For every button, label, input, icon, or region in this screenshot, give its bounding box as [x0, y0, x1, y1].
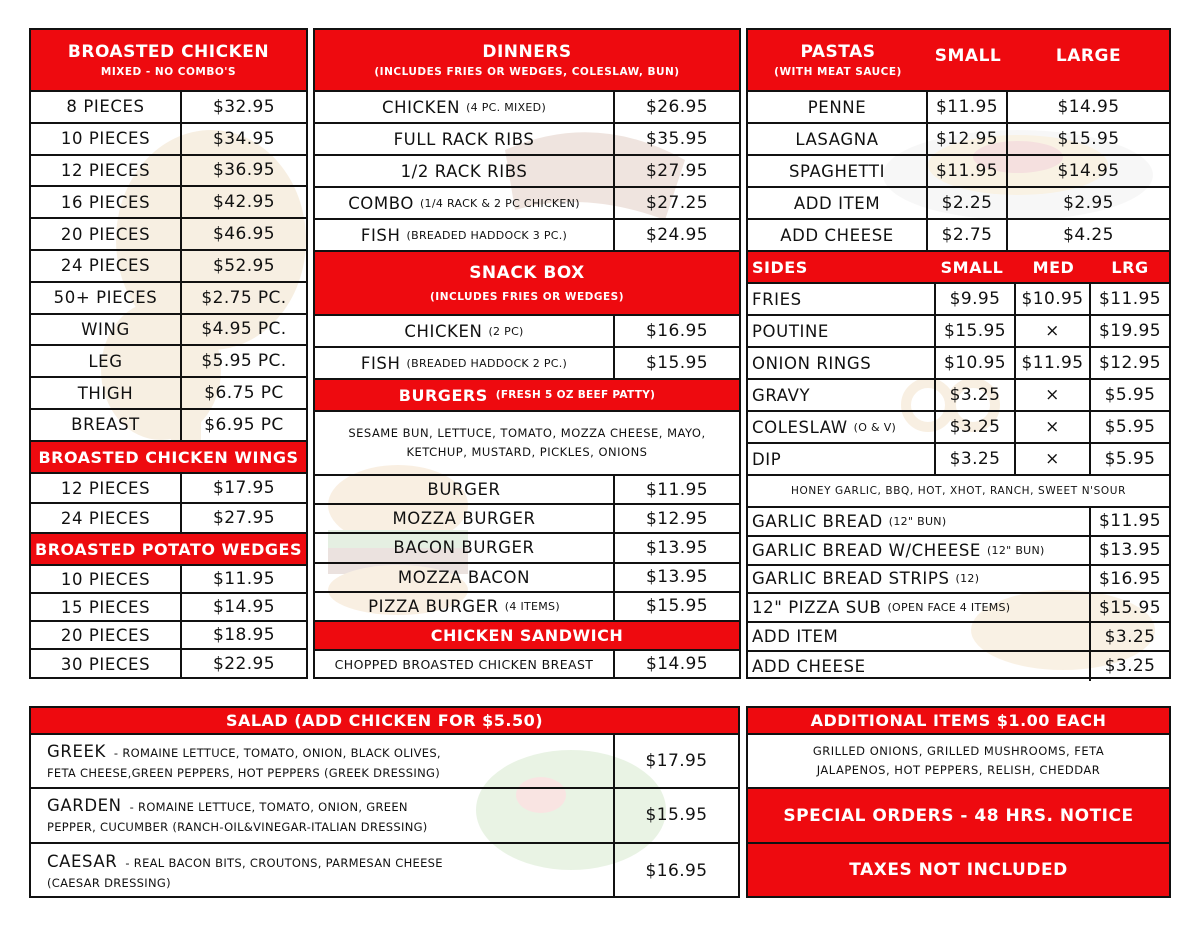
- pasta-row: [748, 188, 1169, 220]
- item-name: BREAST: [71, 415, 140, 435]
- dip-flavors-row: [748, 476, 1169, 508]
- burgers-toppings-line2: KETCHUP, MUSTARD, PICKLES, ONIONS: [406, 445, 648, 459]
- side-name: ONION RINGS: [752, 353, 872, 373]
- salad-panel: [29, 706, 740, 898]
- salad-name: GREEK: [47, 742, 106, 762]
- wedges-title: BROASTED POTATO WEDGES: [35, 539, 302, 559]
- pasta-large-price: $14.95: [1057, 97, 1120, 117]
- item-price: $4.95 PC.: [201, 319, 287, 340]
- side-med-price: ×: [1045, 417, 1060, 437]
- extra-name: GARLIC BREAD: [752, 511, 883, 531]
- chicken-sandwich-price: $14.95: [646, 654, 708, 674]
- menu-row: [31, 650, 306, 678]
- extra-price: $16.95: [1099, 568, 1161, 589]
- snack-box-title: SNACK BOX: [469, 263, 585, 283]
- salad-desc1: - REAL BACON BITS, CROUTONS, PARMESAN CHEESE: [125, 855, 443, 870]
- extra-name: GARLIC BREAD STRIPS: [752, 569, 950, 589]
- broasted-chicken-panel: [29, 28, 308, 679]
- burgers-header: [315, 380, 739, 412]
- pasta-name: SPAGHETTI: [788, 161, 886, 181]
- item-price: $14.95: [213, 597, 275, 617]
- item-price: $13.95: [646, 567, 708, 588]
- extra-name: GARLIC BREAD W/CHEESE: [752, 540, 981, 560]
- salad-row: [31, 789, 738, 843]
- burgers-toppings-line1: SESAME BUN, LETTUCE, TOMATO, MOZZA CHEESE, MAYO,: [348, 426, 706, 440]
- extra-price: $3.25: [1104, 626, 1156, 647]
- chicken-sandwich-name: CHOPPED BROASTED CHICKEN BREAST: [334, 656, 594, 672]
- item-price: $12.95: [646, 508, 708, 529]
- pasta-name: ADD CHEESE: [780, 225, 894, 245]
- menu-row: [315, 564, 739, 593]
- salad-line1: [47, 796, 408, 815]
- item-name: THIGH: [77, 383, 134, 403]
- extra-name: ADD CHEESE: [752, 656, 866, 676]
- extra-row: [748, 594, 1169, 623]
- item-price: $27.95: [213, 508, 275, 528]
- item-name: 15 PIECES: [60, 597, 151, 617]
- chicken-sandwich-row: [315, 651, 739, 677]
- wings-title: BROASTED CHICKEN WINGS: [38, 447, 299, 467]
- pasta-small-price: $11.95: [936, 97, 998, 117]
- item-detail: (1/4 RACK & 2 PC CHICKEN): [419, 196, 580, 210]
- item-price: $46.95: [213, 224, 275, 245]
- sides-title: SIDES: [752, 257, 808, 277]
- item-name: WING: [81, 319, 130, 339]
- extra-detail: (12): [955, 572, 980, 586]
- salad-desc2: (CAESAR DRESSING): [47, 875, 171, 890]
- menu-row: [31, 315, 306, 347]
- item-name: 24 PIECES: [60, 256, 151, 276]
- item-price: $27.95: [646, 161, 708, 181]
- menu-row: [315, 92, 739, 124]
- broasted-chicken-title: BROASTED CHICKEN: [67, 42, 270, 62]
- item-name: MOZZA BURGER: [392, 509, 536, 529]
- item-detail: (2 PC): [488, 324, 524, 338]
- additional-line1: GRILLED ONIONS, GRILLED MUSHROOMS, FETA: [812, 744, 1105, 758]
- item-price: $18.95: [213, 625, 275, 645]
- pasta-large-price: $4.25: [1063, 225, 1114, 245]
- item-price: $11.95: [213, 569, 275, 589]
- side-small-price: $3.25: [949, 417, 1001, 437]
- item-name: 30 PIECES: [60, 654, 151, 674]
- menu-row: [31, 156, 306, 188]
- side-med-price: $10.95: [1021, 289, 1084, 309]
- item-name: 24 PIECES: [60, 508, 151, 528]
- side-lrg-price: $5.95: [1104, 385, 1156, 405]
- item-price: $16.95: [646, 321, 708, 341]
- menu-row: [31, 622, 306, 650]
- extra-row: [748, 566, 1169, 595]
- item-price: $52.95: [213, 255, 275, 276]
- pasta-large-price: $2.95: [1063, 193, 1114, 213]
- item-price: $6.95 PC: [204, 414, 284, 435]
- item-price: $15.95: [646, 596, 708, 617]
- salad-desc1: - ROMAINE LETTUCE, TOMATO, ONION, BLACK OLIVES,: [113, 746, 441, 761]
- item-name: 8 PIECES: [66, 97, 145, 117]
- side-row: [748, 412, 1169, 444]
- item-name: 10 PIECES: [60, 569, 151, 589]
- item-price: $26.95: [646, 97, 708, 117]
- salad-desc1: - ROMAINE LETTUCE, TOMATO, ONION, GREEN: [129, 800, 408, 815]
- item-name: COMBO: [348, 193, 414, 213]
- dip-flavors: HONEY GARLIC, BBQ, HOT, XHOT, RANCH, SWEET N'SOUR: [791, 485, 1126, 497]
- salad-desc2: FETA CHEESE,GREEN PEPPERS, HOT PEPPERS (GREEK DRESSING): [47, 766, 440, 781]
- menu-row: [315, 188, 739, 220]
- side-small-price: $3.25: [949, 385, 1001, 405]
- menu-row: [31, 566, 306, 594]
- side-small-price: $3.25: [949, 449, 1001, 469]
- dinners-title: DINNERS: [482, 42, 572, 62]
- item-price: $36.95: [213, 160, 275, 181]
- side-lrg-price: $5.95: [1104, 417, 1156, 437]
- side-med-price: ×: [1045, 449, 1060, 469]
- salad-price: $16.95: [645, 860, 708, 881]
- menu-row: [31, 594, 306, 622]
- side-lrg-price: $11.95: [1099, 289, 1161, 309]
- salad-header: [31, 708, 738, 735]
- extra-price: $3.25: [1104, 656, 1156, 677]
- sides-col-lrg: LRG: [1111, 257, 1149, 277]
- extra-price: $11.95: [1099, 511, 1161, 532]
- side-name: DIP: [752, 449, 782, 469]
- extra-row: [748, 652, 1169, 681]
- chicken-sandwich-title: CHICKEN SANDWICH: [430, 626, 624, 645]
- pasta-small-price: $11.95: [936, 161, 998, 181]
- additional-panel: [746, 706, 1171, 898]
- item-name: CHICKEN: [381, 97, 461, 117]
- extra-name: ADD ITEM: [752, 627, 839, 647]
- item-price: $24.95: [646, 225, 708, 245]
- pasta-row: [748, 92, 1169, 124]
- menu-row: [31, 92, 306, 124]
- dinners-panel: [313, 28, 741, 679]
- extra-detail: (OPEN FACE 4 ITEMS): [887, 601, 1011, 615]
- item-price: $2.75 PC.: [201, 287, 287, 308]
- menu-row: [315, 316, 739, 348]
- item-price: $42.95: [213, 192, 275, 213]
- salad-line1: [47, 742, 441, 761]
- salad-row: [31, 735, 738, 789]
- side-small-price: $9.95: [949, 289, 1001, 309]
- pasta-name: LASAGNA: [795, 129, 879, 149]
- item-price: $6.75 PC: [204, 383, 284, 404]
- side-med-price: ×: [1045, 385, 1060, 405]
- item-price: $15.95: [646, 353, 708, 373]
- additional-line2: JALAPENOS, HOT PEPPERS, RELISH, CHEDDAR: [816, 763, 1101, 777]
- pastas-col-large: LARGE: [1055, 46, 1122, 66]
- pasta-row: [748, 220, 1169, 252]
- salad-title: SALAD (ADD CHICKEN FOR $5.50): [225, 711, 544, 730]
- extra-name: 12" PIZZA SUB: [752, 598, 882, 618]
- dinners-subtitle: (INCLUDES FRIES OR WEDGES, COLESLAW, BUN): [374, 66, 680, 78]
- item-price: $11.95: [646, 479, 708, 500]
- menu-row: [31, 187, 306, 219]
- wedges-header: [31, 534, 306, 566]
- item-name: 12 PIECES: [60, 160, 151, 180]
- menu-row: [315, 534, 739, 563]
- item-name: PIZZA BURGER: [368, 596, 499, 616]
- extra-row: [748, 537, 1169, 566]
- salad-row: [31, 844, 738, 898]
- salad-desc2: PEPPER, CUCUMBER (RANCH-OIL&VINEGAR-ITALIAN DRESSING): [47, 820, 428, 835]
- burgers-toppings: [315, 412, 739, 476]
- pastas-col-small: SMALL: [934, 46, 1002, 66]
- dinners-header: [315, 30, 739, 92]
- menu-row: [31, 251, 306, 283]
- special-orders-text: SPECIAL ORDERS - 48 HRS. NOTICE: [783, 805, 1134, 826]
- menu-row: [315, 505, 739, 534]
- item-detail: (4 ITEMS): [504, 599, 560, 613]
- item-detail: (BREADED HADDOCK 3 PC.): [406, 228, 568, 242]
- side-small-price: $10.95: [944, 353, 1006, 373]
- additional-header: [748, 708, 1169, 735]
- extra-row: [748, 623, 1169, 652]
- item-name: 20 PIECES: [60, 224, 151, 244]
- menu-row: [315, 348, 739, 380]
- item-name: CHICKEN: [404, 321, 483, 341]
- item-price: $35.95: [646, 129, 708, 149]
- item-detail: (BREADED HADDOCK 2 PC.): [406, 356, 568, 370]
- item-price: $5.95 PC.: [201, 351, 287, 372]
- sides-col-small: SMALL: [940, 257, 1004, 277]
- item-name: 1/2 RACK RIBS: [400, 161, 528, 181]
- menu-row: [31, 124, 306, 156]
- broasted-chicken-header: [31, 30, 306, 92]
- salad-price: $15.95: [645, 805, 708, 826]
- side-small-price: $15.95: [944, 321, 1006, 341]
- pastas-title: PASTAS: [800, 42, 876, 62]
- side-detail: (O & V): [853, 420, 897, 434]
- item-price: $34.95: [213, 128, 275, 149]
- item-name: 50+ PIECES: [53, 288, 158, 308]
- pasta-large-price: $15.95: [1057, 129, 1120, 149]
- pasta-name: ADD ITEM: [793, 193, 881, 213]
- menu-row: [31, 410, 306, 442]
- item-price: $17.95: [213, 478, 275, 498]
- menu-row: [31, 474, 306, 504]
- pasta-small-price: $12.95: [936, 129, 998, 149]
- pastas-header: [748, 30, 1169, 92]
- menu-row: [31, 283, 306, 315]
- item-price: $27.25: [646, 193, 708, 213]
- pasta-name: PENNE: [807, 97, 867, 117]
- sides-col-med: MED: [1032, 257, 1075, 277]
- item-name: 10 PIECES: [60, 129, 151, 149]
- extra-price: $15.95: [1099, 597, 1161, 618]
- additional-title: ADDITIONAL ITEMS $1.00 EACH: [810, 711, 1107, 730]
- side-row: [748, 444, 1169, 476]
- side-name: FRIES: [752, 289, 802, 309]
- item-price: $22.95: [213, 654, 275, 674]
- menu-row: [315, 220, 739, 252]
- item-name: 12 PIECES: [60, 478, 151, 498]
- menu-row: [315, 124, 739, 156]
- pasta-row: [748, 124, 1169, 156]
- side-name: POUTINE: [752, 321, 829, 341]
- item-price: $13.95: [646, 537, 708, 558]
- additional-items: [748, 735, 1169, 789]
- pastas-sides-panel: [746, 28, 1171, 679]
- menu-row: [31, 346, 306, 378]
- side-med-price: ×: [1045, 321, 1060, 341]
- item-name: MOZZA BACON: [397, 567, 531, 587]
- side-lrg-price: $19.95: [1099, 321, 1161, 341]
- pasta-small-price: $2.75: [941, 225, 993, 245]
- snack-box-subtitle: (INCLUDES FRIES OR WEDGES): [430, 291, 624, 303]
- side-lrg-price: $12.95: [1099, 353, 1161, 373]
- item-name: LEG: [88, 351, 123, 371]
- menu-row: [315, 476, 739, 505]
- side-row: [748, 380, 1169, 412]
- extra-price: $13.95: [1099, 540, 1161, 561]
- taxes-banner: [748, 844, 1169, 896]
- pasta-small-price: $2.25: [941, 193, 993, 213]
- side-name: GRAVY: [752, 385, 811, 405]
- chicken-sandwich-header: [315, 622, 739, 651]
- extra-detail: (12" BUN): [888, 514, 947, 528]
- side-row: [748, 316, 1169, 348]
- side-med-price: $11.95: [1021, 353, 1084, 373]
- item-detail: (4 PC. MIXED): [466, 100, 547, 114]
- menu-row: [31, 504, 306, 534]
- snack-box-header: [315, 252, 739, 316]
- extra-detail: (12" BUN): [986, 543, 1045, 557]
- side-lrg-price: $5.95: [1104, 449, 1156, 469]
- item-name: FISH: [360, 353, 401, 373]
- pastas-subtitle: (WITH MEAT SAUCE): [774, 66, 902, 78]
- pasta-large-price: $14.95: [1057, 161, 1120, 181]
- side-name: COLESLAW: [752, 417, 848, 437]
- salad-line1: [47, 852, 443, 871]
- wings-header: [31, 442, 306, 474]
- salad-name: CAESAR: [47, 851, 118, 871]
- extra-row: [748, 508, 1169, 537]
- burgers-detail: (FRESH 5 OZ BEEF PATTY): [495, 389, 656, 401]
- pasta-row: [748, 156, 1169, 188]
- sides-header: [748, 252, 1169, 284]
- broasted-chicken-subtitle: MIXED - NO COMBO'S: [100, 66, 237, 78]
- item-name: FULL RACK RIBS: [393, 129, 535, 149]
- item-name: BACON BURGER: [393, 538, 535, 558]
- item-name: 16 PIECES: [60, 192, 151, 212]
- salad-name: GARDEN: [47, 796, 122, 816]
- special-orders-banner: [748, 789, 1169, 844]
- menu-row: [315, 156, 739, 188]
- burgers-title: BURGERS: [398, 385, 488, 405]
- item-price: $32.95: [213, 96, 275, 117]
- menu-row: [31, 378, 306, 410]
- menu-row: [315, 593, 739, 622]
- item-name: 20 PIECES: [60, 625, 151, 645]
- menu-row: [31, 219, 306, 251]
- side-row: [748, 348, 1169, 380]
- item-name: FISH: [360, 225, 401, 245]
- side-row: [748, 284, 1169, 316]
- salad-price: $17.95: [645, 751, 708, 772]
- item-name: BURGER: [427, 480, 501, 500]
- taxes-text: TAXES NOT INCLUDED: [849, 860, 1068, 880]
